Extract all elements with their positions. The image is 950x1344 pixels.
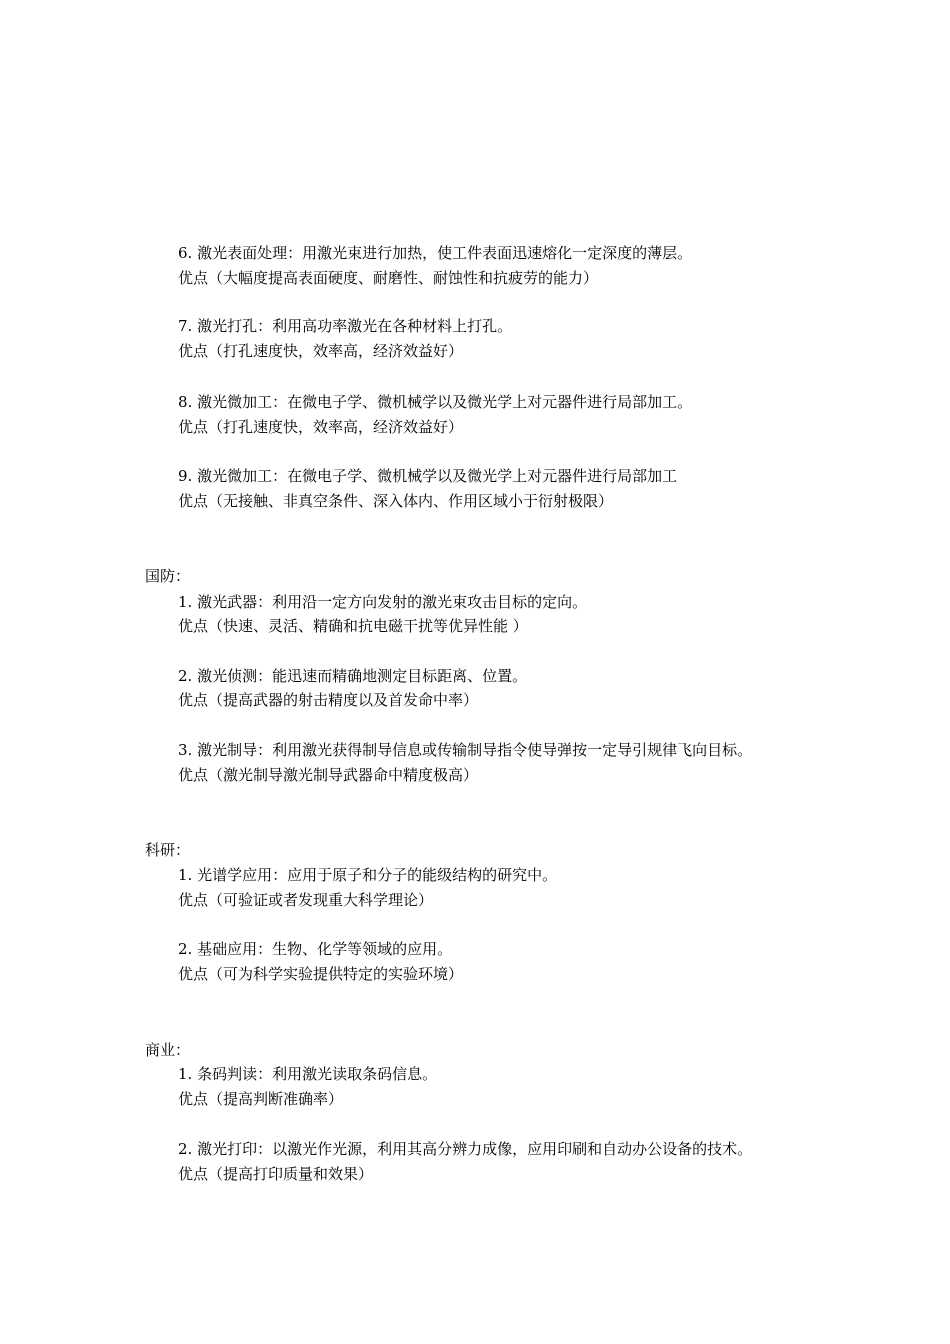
research-item-2-title: 2. 基础应用：生物、化学等领域的应用。: [178, 940, 453, 958]
defense-item-3-title: 3. 激光制导：利用激光获得制导信息或传输制导指令使导弹按一定导引规律飞向目标。: [178, 741, 753, 759]
section-heading-commerce: 商业：: [145, 1041, 191, 1059]
item-8-title: 8. 激光微加工：在微电子学、微机械学以及微光学上对元器件进行局部加工。: [178, 393, 693, 411]
item-6-merit: 优点（大幅度提高表面硬度、耐磨性、耐蚀性和抗疲劳的能力）: [178, 269, 599, 287]
research-item-1-title: 1. 光谱学应用：应用于原子和分子的能级结构的研究中。: [178, 866, 558, 884]
research-item-2-merit: 优点（可为科学实验提供特定的实验环境）: [178, 965, 464, 983]
item-6-title: 6. 激光表面处理：用激光束进行加热，使工件表面迅速熔化一定深度的薄层。: [178, 244, 693, 262]
defense-item-1-title: 1. 激光武器：利用沿一定方向发射的激光束攻击目标的定向。: [178, 593, 588, 611]
item-8-merit: 优点（打孔速度快，效率高，经济效益好）: [178, 418, 464, 436]
defense-item-2-merit: 优点（提高武器的射击精度以及首发命中率）: [178, 691, 479, 709]
defense-item-1-merit: 优点（快速、灵活、精确和抗电磁干扰等优异性能 ）: [178, 617, 528, 635]
item-7-merit: 优点（打孔速度快，效率高，经济效益好）: [178, 342, 464, 360]
item-7-title: 7. 激光打孔：利用高功率激光在各种材料上打孔。: [178, 317, 513, 335]
commerce-item-1-merit: 优点（提高判断准确率）: [178, 1090, 344, 1108]
commerce-item-1-title: 1. 条码判读：利用激光读取条码信息。: [178, 1065, 438, 1083]
defense-item-2-title: 2. 激光侦测：能迅速而精确地测定目标距离、位置。: [178, 667, 528, 685]
commerce-item-2-title: 2. 激光打印：以激光作光源，利用其高分辨力成像，应用印刷和自动办公设备的技术。: [178, 1140, 753, 1158]
item-9-title: 9. 激光微加工：在微电子学、微机械学以及微光学上对元器件进行局部加工: [178, 467, 678, 485]
item-9-merit: 优点（无接触、非真空条件、深入体内、作用区域小于衍射极限）: [178, 492, 614, 510]
section-heading-defense: 国防：: [145, 567, 191, 585]
section-heading-research: 科研：: [145, 841, 191, 859]
commerce-item-2-merit: 优点（提高打印质量和效果）: [178, 1165, 374, 1183]
research-item-1-merit: 优点（可验证或者发现重大科学理论）: [178, 891, 434, 909]
defense-item-3-merit: 优点（激光制导激光制导武器命中精度极高）: [178, 766, 479, 784]
